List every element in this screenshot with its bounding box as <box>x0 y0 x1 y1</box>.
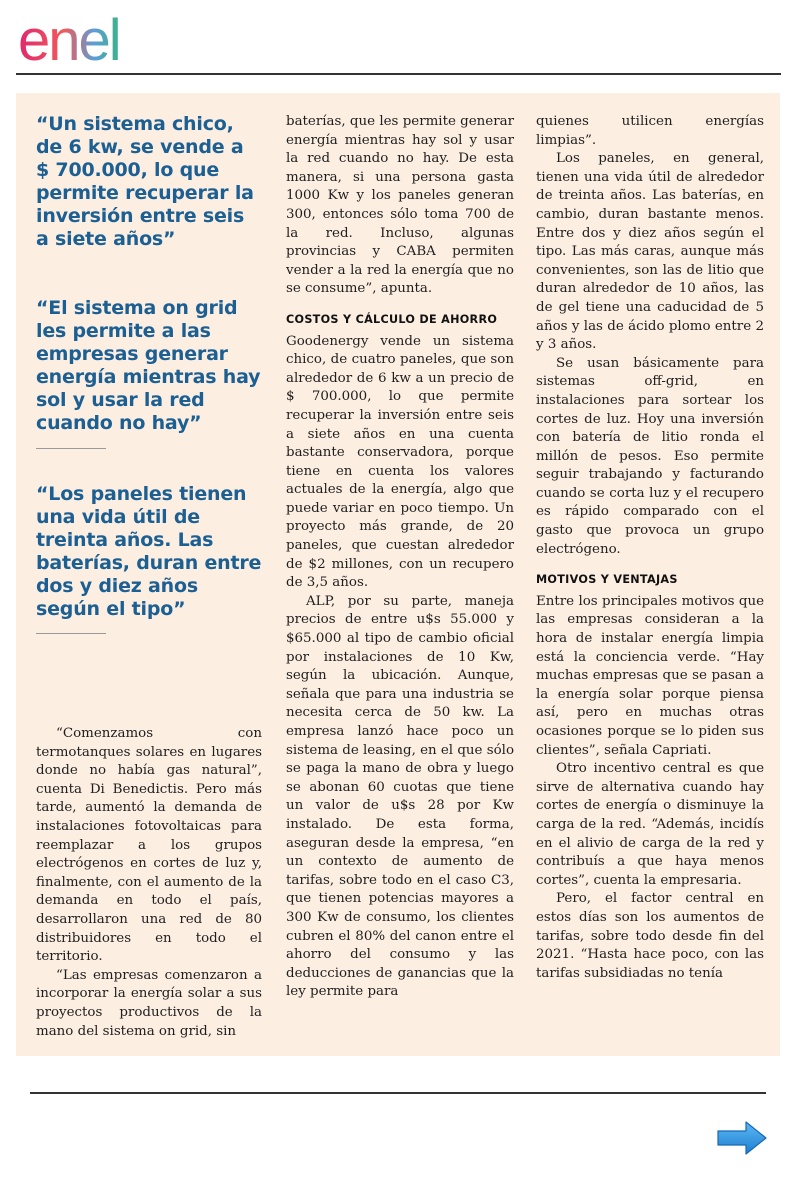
pull-quote-1: “Un sistema chico, de 6 kw, se vende a $ 700.000, lo que permite recuperar la inversión entre seis a siete años” <box>36 113 254 250</box>
article-body-col2 <box>286 113 514 1002</box>
article-body-col3 <box>536 113 764 983</box>
paragraph: “Las empresas comenzaron a incorporar la energía solar a sus proyectos productivos de la mano del sistema on grid, sin <box>36 967 262 1039</box>
paragraph: baterías, que les permite generar energía mientras hay sol y usar la red cuando no hay. De esta manera, si una persona gasta 1000 Kw y los paneles generan 300, entonces sólo toma 700 de la red. Incluso, algunas provincias y CABA permiten vender a la red la energía que no se consume”, apunta. <box>286 114 514 297</box>
header-divider <box>16 73 781 75</box>
enel-logo <box>18 8 168 68</box>
article-body-col1 <box>36 725 262 1041</box>
paragraph: quienes utilicen energías limpias”. <box>536 114 764 148</box>
quote-divider <box>36 448 106 449</box>
footer-divider <box>30 1092 766 1094</box>
paragraph: Entre los principales motivos que las empresas consideran a la hora de instalar energía limpia está la conciencia verde. “Hay muchas empresas que se pasan a la energía solar porque piensa así, pero en muchas otras ocasiones porque se lo piden sus clientes”, señala Capriati. <box>536 593 764 758</box>
pull-quote-3: “Los paneles tienen una vida útil de treinta años. Las baterías, duran entre dos y diez años según el tipo” <box>36 483 262 620</box>
column-2 <box>286 93 514 1056</box>
paragraph: Goodenergy vende un sistema chico, de cuatro paneles, que son alrededor de 6 kw a un precio de $ 700.000, lo que permite recuperar la inversión entre seis a siete años en una cuenta bastante conservadora, porque tiene en cuenta los valores actuales de la energía, algo que puede variar en poco tiempo. Un proyecto más grande, de 20 paneles, que cuestan alrededor de $2 millones, con un recupero de 3,5 años. <box>286 333 514 591</box>
quote-divider <box>36 633 106 634</box>
column-1 <box>36 93 262 1056</box>
paragraph: Se usan básicamente para sistemas off-grid, en instalaciones para sortear los cortes de luz. Hoy una inversión con batería de litio ronda el millón de pesos. Eso permite seguir trabajando y facturando cuando se corta luz y el recupero es rápido comparado con el gasto que provoca un grupo electrógeno. <box>536 355 764 557</box>
pull-quote-2: “El sistema on grid les permite a las empresas generar energía mientras hay sol y usar la red cuando no hay” <box>36 297 261 434</box>
paragraph: “Comenzamos con termotanques solares en lugares donde no había gas natural”, cuenta Di Benedictis. Pero más tarde, aumentó la demanda de instalaciones fotovoltaicas para reemplazar a los grupos electrógenos en cortes de luz y, finalmente, con el aumento de la demanda en todo el país, desarrollaron una red de 80 distribuidores en todo el territorio. <box>36 726 262 965</box>
right-arrow-icon[interactable] <box>716 1120 768 1156</box>
section-heading-motives: MOTIVOS Y VENTAJAS <box>536 573 678 587</box>
paragraph: Otro incentivo central es que sirve de alternativa cuando hay cortes de energía o disminuye la carga de la red. “Además, incidís en el alivio de carga de la red y contribuís a que haya menos cortes”, cuenta la empresaria. <box>536 761 764 888</box>
paragraph: ALP, por su parte, maneja precios de entre u$s 55.000 y $65.000 al tipo de cambio oficial por instalaciones de 10 Kw, según la ubicación. Aunque, señala que para una industria se necesita cerca de 50 kw. La empresa lanzó hace poco un sistema de leasing, en el que sólo se paga la mano de obra y luego se abonan 60 cuotas que tiene un valor de u$s 28 por Kw instalado. De esta forma, aseguran desde la empresa, “en un contexto de aumento de tarifas, sobre todo en el caso C3, que tienen potencias mayores a 300 Kw de consumo, los clientes cubren el 80% del canon entre el ahorro del consumo y las deducciones de ganancias que la ley permite para <box>286 593 514 1000</box>
article-panel <box>16 93 780 1056</box>
section-heading-costs: COSTOS Y CÁLCULO DE AHORRO <box>286 312 498 326</box>
enel-logo-mark <box>18 8 168 68</box>
next-page-button[interactable] <box>716 1120 768 1156</box>
logo-text: enel <box>18 8 120 68</box>
paragraph: Los paneles, en general, tienen una vida útil de alrededor de treinta años. Las baterías, en cambio, duran bastante menos. Entre dos y diez años según el tipo. Las más caras, aunque más convenientes, son las de litio que duran alrededor de 10 años, las de gel tiene una caducidad de 5 años y las de ácido plomo entre 2 y 3 años. <box>536 151 764 353</box>
column-3 <box>536 93 764 1056</box>
paragraph: Pero, el factor central en estos días son los aumentos de tarifas, sobre todo desde fin del 2021. “Hasta hace poco, con las tarifas subsidiadas no tenía <box>536 891 764 981</box>
